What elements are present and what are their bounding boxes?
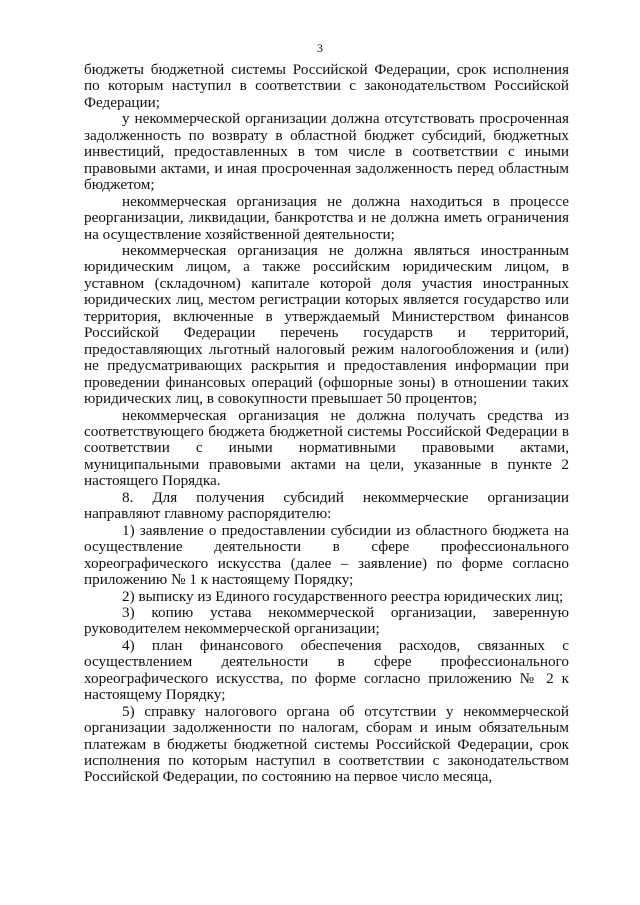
paragraph: некоммерческая организация не должна получать средства из соответствующего бюджета бюджетной системы Российской Федерации в соответствии с иными нормативными правовыми актами, муниципальными правовыми актами на цели, указанные в пункте 2 настоящего Порядка. <box>84 406 569 490</box>
paragraph: 3) копию устава некоммерческой организации, заверенную руководителем некоммерческой организации; <box>84 603 569 638</box>
paragraph: некоммерческая организация не должна находиться в процессе реорганизации, ликвидации, банкротства и не должна иметь ограничения на осуществление хозяйственной деятельности; <box>84 192 569 243</box>
paragraph: у некоммерческой организации должна отсутствовать просроченная задолженность по возврату в областной бюджет субсидий, бюджетных инвестиций, предоставленных в том числе в соответствии с иными правовыми актами, и иная просроченная задолженность перед областным бюджетом; <box>84 110 569 194</box>
paragraph: 4) план финансового обеспечения расходов, связанных с осуществлением деятельности в сфере профессионального хореографического искусства, по форме согласно приложению № 2 к настоящему Порядку; <box>84 636 569 704</box>
paragraph: бюджеты бюджетной системы Российской Федерации, срок исполнения по которым наступил в соответствии с законодательством Российской Федерации; <box>84 61 569 111</box>
paragraph: 1) заявление о предоставлении субсидии из областного бюджета на осуществление деятельности в сфере профессионального хореографического искусства (далее – заявление) по форме согласно приложению № 1 к настоящему Порядку; <box>84 521 569 589</box>
paragraph: 8. Для получения субсидий некоммерческие организации направляют главному распорядителю: <box>84 488 569 523</box>
body-text <box>84 62 569 786</box>
paragraph: 5) справку налогового органа об отсутствии у некоммерческой организации задолженности по налогам, сборам и иным обязательным платежам в бюджеты бюджетной системы Российской Федерации, срок исполнения по которым наступил в соответствии с законодательством Российской Федерации, по состоянию на первое число месяца, <box>84 702 569 786</box>
page-number: 3 <box>317 41 323 55</box>
paragraph: некоммерческая организация не должна являться иностранным юридическим лицом, а также российским юридическим лицом, в уставном (складочном) капитале которой доля участия иностранных юридических лиц, местом регистрации которых является государство или территория, включенные в утверждаемый Министерством финансов Российской Федерации перечень государств и территорий, предоставляющих льготный налоговый режим налогообложения и (или) не предусматривающих раскрытия и предоставления информации при проведении финансовых операций (офшорные зоны) в отношении таких юридических лиц, в совокупности превышает 50 процентов; <box>84 241 569 408</box>
paragraph: 2) выписку из Единого государственного реестра юридических лиц; <box>122 587 564 605</box>
